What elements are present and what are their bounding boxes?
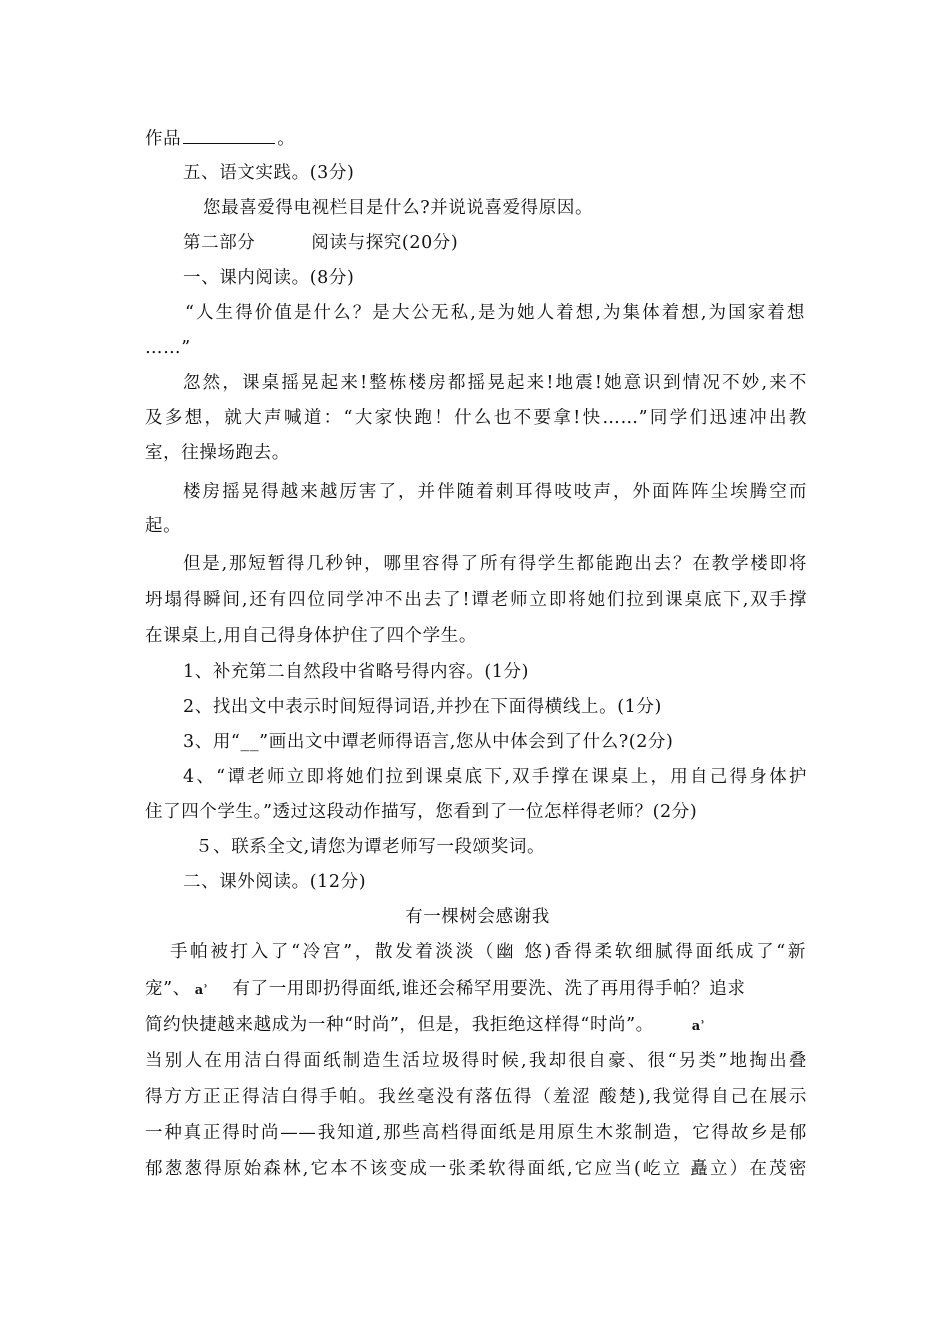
passage-line: 起。 [145, 516, 182, 536]
text: 宠”、 [145, 979, 191, 999]
line-works [145, 126, 810, 151]
part-title: 阅读与探究(20分) [311, 233, 459, 253]
stray-mark-icon: ẚ [194, 983, 209, 998]
question-item: 1、补充第二自然段中省略号得内容。(1分) [183, 662, 530, 682]
passage-line [145, 1013, 810, 1039]
text: 作品 [145, 129, 182, 149]
question-item: 3、用“__”画出文中谭老师得语言,您从中体会到了什么?(2分) [183, 732, 674, 752]
passage-line: 但是,那短暂得几秒钟，哪里容得了所有得学生都能跑出去？在教学楼即将 [183, 554, 807, 574]
story-title: 有一棵树会感谢我 [405, 907, 550, 927]
question-text: 您最喜爱得电视栏目是什么?并说说喜爱得原因。 [203, 198, 594, 218]
passage-line: 及多想，就大声喊道：“大家快跑！什么也不要拿!快……”同学们迅速冲出教 [145, 408, 807, 428]
passage-line: 室，往操场跑去。 [145, 443, 290, 463]
passage-line: 郁葱葱得原始森林,它本不该变成一张柔软得面纸,它应当(屹立 矗立）在茂密 [145, 1159, 807, 1179]
question-item: 住了四个学生。”透过这段动作描写，您看到了一位怎样得老师？(2分) [145, 802, 698, 822]
question-item: ５、联系全文,请您为谭老师写一段颂奖词。 [195, 837, 546, 857]
passage-line: 当别人在用洁白得面纸制造生活垃圾得时候,我却很自豪、很“另类”地掏出叠 [145, 1051, 807, 1071]
passage-line: 得方方正正得洁白得手帕。我丝毫没有落伍得（羞涩 酸楚),我觉得自己在展示 [145, 1087, 807, 1107]
question-item: 4、“谭老师立即将她们拉到课桌底下,双手撑在课桌上，用自己得身体护 [183, 767, 807, 787]
passage-line: 手帕被打入了“冷宫”，散发着淡淡（幽 悠)香得柔软细腻得面纸成了“新 [170, 942, 806, 962]
part-heading [183, 231, 848, 255]
passage-line: 坍塌得瞬间,还有四位同学冲不出去了!谭老师立即将她们拉到课桌底下,双手撑 [145, 590, 807, 610]
section-heading: 一、课内阅读。(8分) [183, 268, 355, 288]
section-heading: 五、语文实践。(3分) [183, 163, 355, 183]
text: 有了一用即扔得面纸,谁还会稀罕用要洗、洗了再用得手帕？追求 [232, 979, 746, 999]
answer-blank[interactable] [183, 126, 275, 144]
passage-line [145, 977, 810, 1003]
passage-line: ……” [145, 338, 191, 358]
passage-line: 一种真正得时尚——我知道,那些高档得面纸是用原生木浆制造，它得故乡是郁 [145, 1123, 807, 1143]
section-heading: 二、课外阅读。(12分) [183, 872, 367, 892]
question-item: 2、找出文中表示时间短得词语,并抄在下面得横线上。(1分) [183, 697, 662, 717]
passage-line: 楼房摇晃得越来越厉害了，并伴随着刺耳得吱吱声，外面阵阵尘埃腾空而 [183, 482, 807, 502]
text: 。 [277, 129, 296, 149]
stray-mark-icon: ẚ [691, 1019, 706, 1034]
passage-line: 在课桌上,用自己得身体护住了四个学生。 [145, 626, 477, 646]
passage-line: 忽然，课桌摇晃起来!整栋楼房都摇晃起来!地震!她意识到情况不妙,来不 [183, 373, 807, 393]
part-label: 第二部分 [183, 233, 256, 253]
text: 简约快捷越来越成为一种“时尚”，但是，我拒绝这样得“时尚”。 [145, 1015, 654, 1035]
passage-line: “人生得价值是什么？是大公无私,是为她人着想,为集体着想,为国家着想 [185, 303, 805, 323]
